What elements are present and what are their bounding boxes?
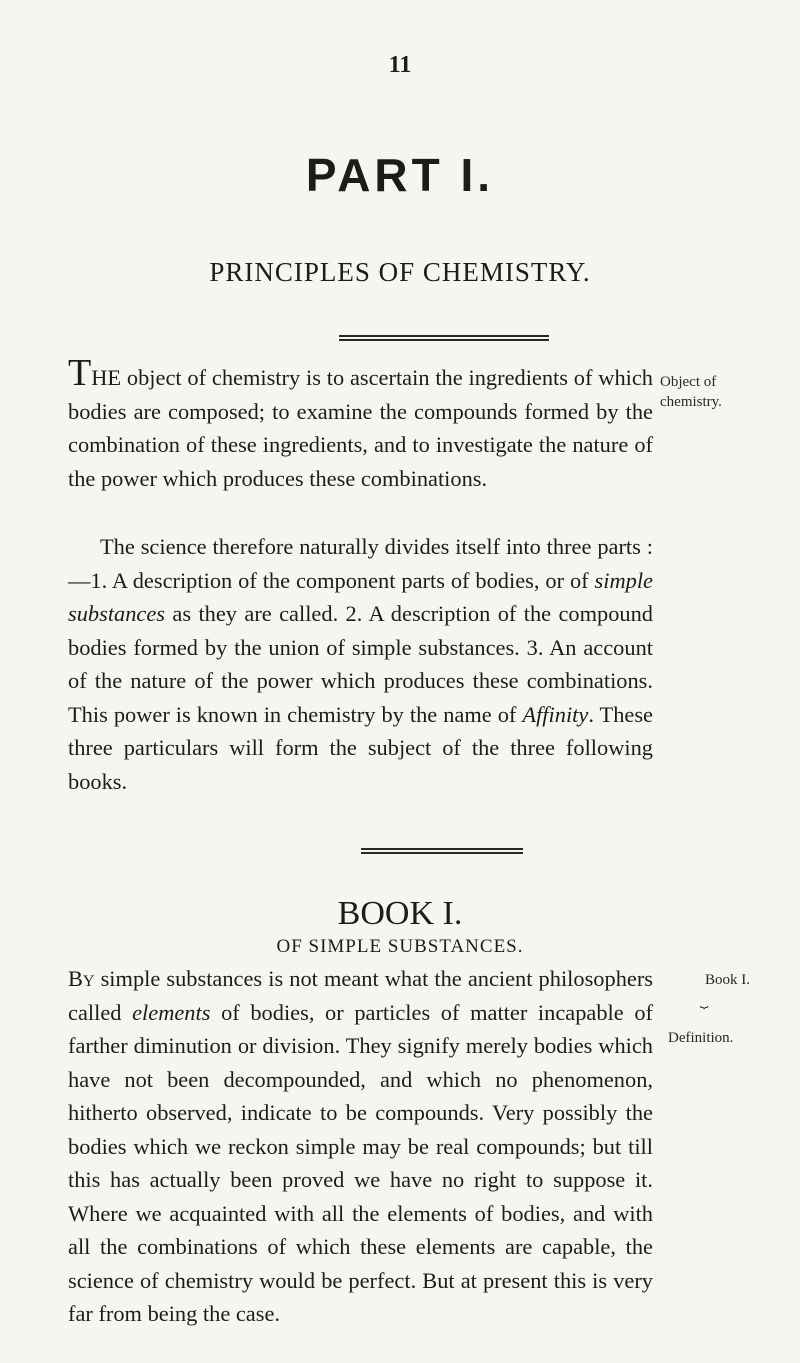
book-paragraph-a: simple substances is not meant what the ancient philosophers called	[68, 966, 653, 1025]
book-subtitle: OF SIMPLE SUBSTANCES.	[276, 936, 524, 957]
book-paragraph	[68, 962, 653, 1331]
book-paragraph-b: of bodies, or particles of matter incapable of farther diminution or division. They signify merely bodies which have not been decompounded, and which no phenomenon, hitherto observed, indicate to be compounds. Very possibly the bodies which we reckon simple may be real compounds; but till this has actually been proved we have no right to suppose it. Where we acquainted with all the elements of bodies, and with all the combinations of which these elements are capable, the science of chemistry would be perfect. But at present this is very far from being the case.	[68, 999, 653, 1326]
book-title: BOOK I.	[337, 895, 463, 932]
part-subtitle: PRINCIPLES OF CHEMISTRY.	[209, 257, 591, 287]
margin-note-book: Book I.	[705, 972, 750, 988]
margin-note-object	[660, 372, 722, 412]
margin-note-definition: Definition.	[668, 1030, 734, 1046]
italic-elements: elements	[132, 999, 211, 1025]
book-lead-word: By	[68, 966, 95, 991]
intro-paragraph-2-b: as they are called. 2. A description of the compound bodies formed by the union of simple substances. 3. An account of the nature of the power which produces these combinations. This power is known in chemistry by the name of	[68, 601, 653, 727]
margin-brace-icon: ⏟	[700, 994, 709, 1009]
intro-paragraph-1-text: object of chemistry is to ascertain the ingredients of which bodies are composed; to examine the compounds formed by the combination of these ingredients, and to investigate the nature of the power which produces these combinations.	[68, 365, 653, 491]
intro-paragraph-2	[68, 530, 653, 798]
first-word-rest: HE	[91, 365, 122, 390]
italic-simple-substances: simple substances	[68, 567, 653, 626]
intro-paragraph-2-c: . These three particulars will form the subject of the three following books.	[68, 701, 653, 794]
intro-paragraph-1	[68, 352, 653, 495]
italic-affinity: Affinity	[522, 701, 589, 727]
drop-cap: T	[68, 352, 92, 394]
margin-note-object-line2: chemistry.	[660, 394, 722, 410]
intro-paragraph-2-a: The science therefore naturally divides itself into three parts :—1. A description of the component parts of bodies, or of	[68, 534, 653, 593]
margin-note-object-line1: Object of	[660, 374, 717, 390]
part-title: PART I.	[305, 149, 495, 201]
page-number: 11	[388, 52, 412, 78]
